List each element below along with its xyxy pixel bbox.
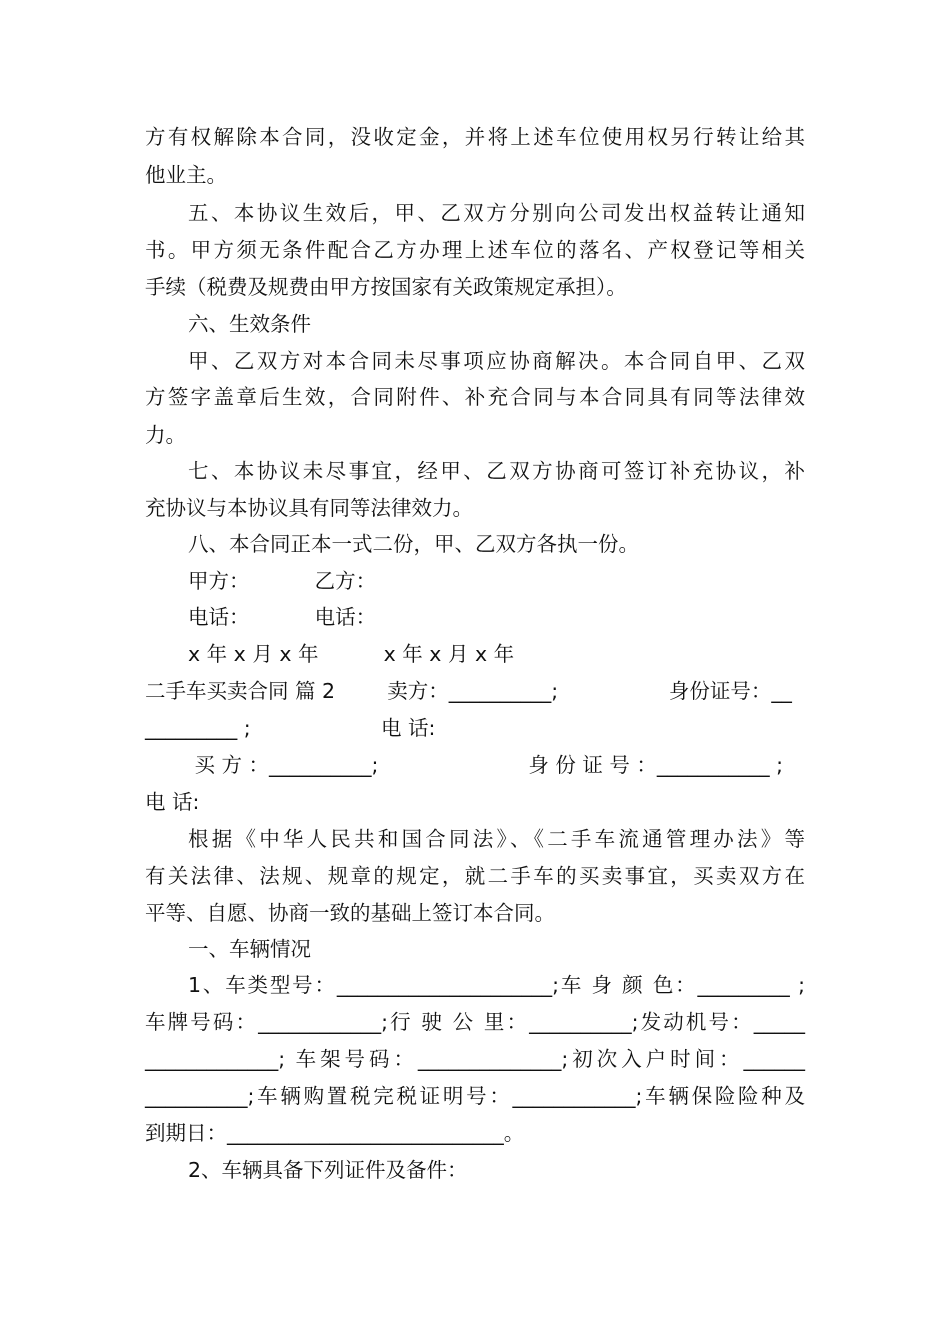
paragraph-line: 力。 <box>145 423 186 447</box>
paragraph-line: _________ ; 电 话: <box>145 716 436 740</box>
section-heading: 六、生效条件 <box>188 312 311 336</box>
paragraph-line: 他业主。 <box>145 163 227 187</box>
signature-parties-line: 甲方： 乙方： <box>188 569 377 593</box>
paragraph-line: 平等、自愿、协商一致的基础上签订本合同。 <box>145 901 555 925</box>
buyer-line: 买 方 ：__________; 身 份 证 号 ：___________ ; <box>188 753 784 777</box>
paragraph-line: 2、车辆具备下列证件及备件： <box>188 1158 468 1182</box>
paragraph-line: 有关法律、法规、规章的规定，就二手车的买卖事宜，买卖双方在 <box>145 864 805 888</box>
paragraph-line: 五、本协议生效后，甲、乙双方分别向公司发出权益转让通知 <box>188 201 805 225</box>
paragraph-line: 根据《中华人民共和国合同法》、《二手车流通管理办法》等 <box>188 827 805 851</box>
paragraph-line: 八、本合同正本一式二份，甲、乙双方各执一份。 <box>188 532 639 556</box>
signature-phone-line: 电话： 电话： <box>188 605 377 629</box>
paragraph-line: 甲、乙双方对本合同未尽事项应协商解决。本合同自甲、乙双 <box>188 349 805 373</box>
section-heading: 一、车辆情况 <box>188 937 311 961</box>
paragraph-line: 充协议与本协议具有同等法律效力。 <box>145 496 473 520</box>
paragraph-line: 手续（税费及规费由甲方按国家有关政策规定承担）。 <box>145 275 627 299</box>
paragraph-line: 七、本协议未尽事宜，经甲、乙双方协商可签订补充协议，补 <box>188 459 805 483</box>
paragraph-line: 书。甲方须无条件配合乙方办理上述车位的落名、产权登记等相关 <box>145 238 805 262</box>
paragraph-line: _____________; 车架号码：______________;初次入户时间：______ <box>145 1047 805 1071</box>
paragraph-line: 到期日：___________________________。 <box>145 1121 525 1145</box>
paragraph-line: 电 话: <box>145 790 200 814</box>
contract-title-line: 二手车买卖合同 篇 2 卖方：__________; 身份证号：__ <box>145 679 792 703</box>
paragraph-line: 1、车类型号：_____________________;车 身 颜 色：_________ ; <box>188 973 805 997</box>
paragraph-line: 方有权解除本合同，没收定金，并将上述车位使用权另行转让给其 <box>145 125 805 149</box>
paragraph-line: 方签字盖章后生效，合同附件、补充合同与本合同具有同等法律效 <box>145 385 805 409</box>
paragraph-line: 车牌号码：____________;行 驶 公 里：__________;发动机号：_____ <box>145 1010 805 1034</box>
signature-date-line: x 年 x 月 x 年 x 年 x 月 x 年 <box>188 642 515 666</box>
paragraph-line: __________;车辆购置税完税证明号：____________;车辆保险险种及 <box>145 1084 805 1108</box>
